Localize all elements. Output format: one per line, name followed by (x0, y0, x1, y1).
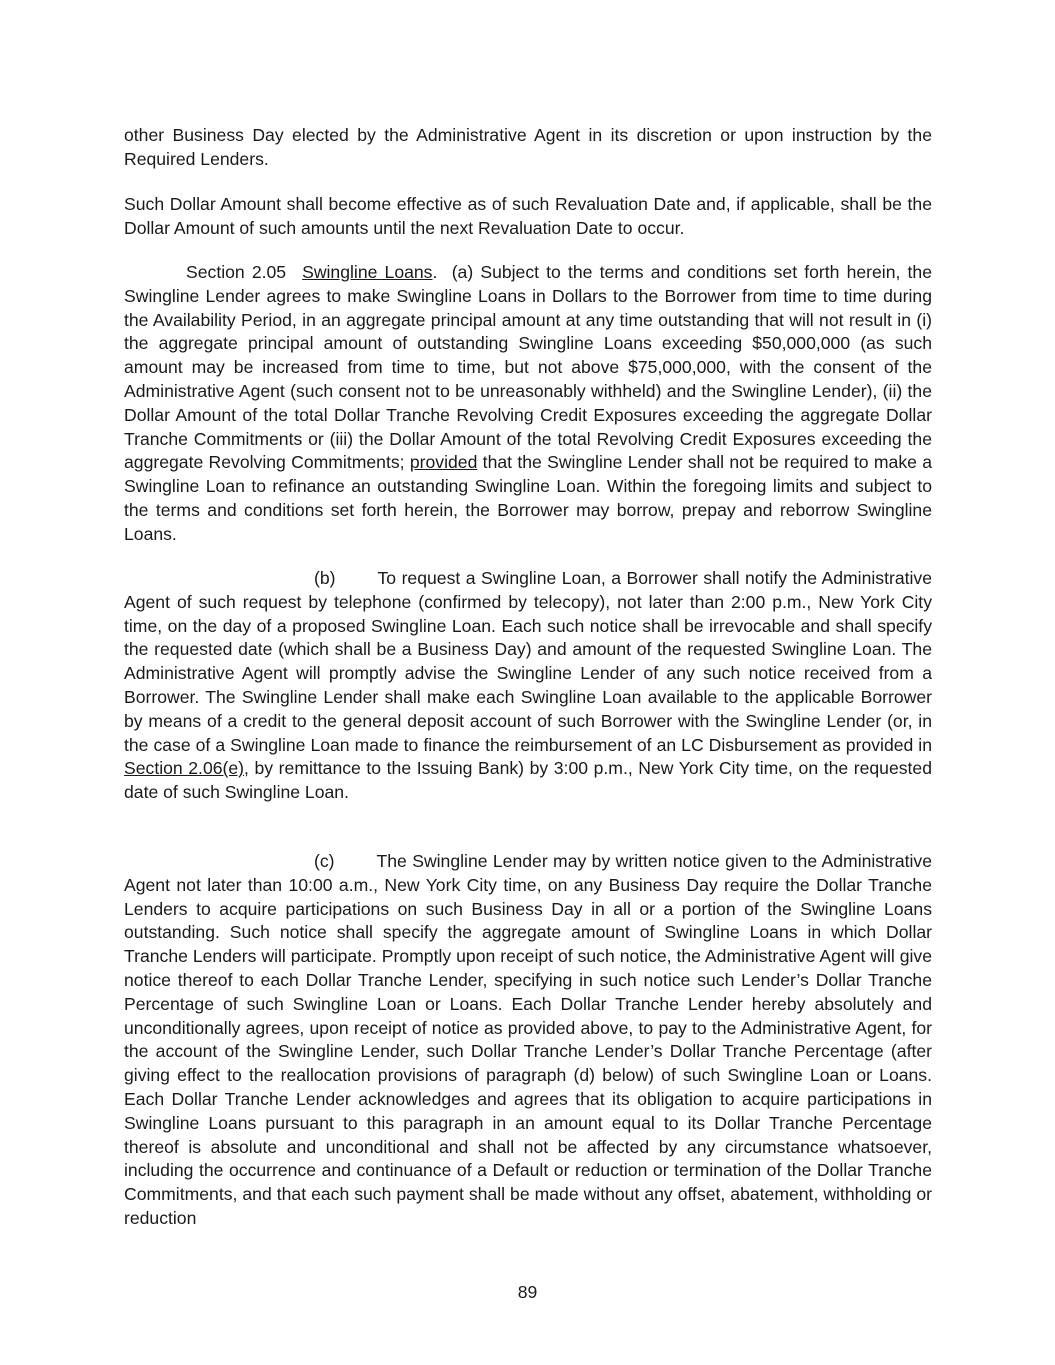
paragraph-a-rest: that the Swingline Lender shall not be required to make a Swingline Loan to refinance an outstanding Swingline Loan. Within the foregoing limits and subject to the terms and conditions set forth herein, the Borrower may borrow, prepay and reborrow Swingline Loans. (124, 452, 933, 544)
paragraph-b (124, 567, 932, 805)
paragraph-a-text: (a) Subject to the terms and conditions set forth herein, the Swingline Lender agrees to make Swingline Loans in Dollars to the Borrower from time to time during the Availability Period, in an aggregate principal amount at any time outstanding that will not result in (i) the aggregate principal amount of outstanding Swingline Loans exceeding $50,000,000 (as such amount may be increased from time to time, but not above $75,000,000, with the consent of the Administrative Agent (such consent not to be unreasonably withheld) and the Swingline Lender), (ii) the Dollar Amount of the total Dollar Tranche Revolving Credit Exposures exceeding the aggregate Dollar Tranche Commitments or (iii) the Dollar Amount of the total Revolving Credit Exposures exceeding the aggregate Revolving Commitments; (124, 262, 932, 473)
section-title: Swingline Loans (302, 262, 433, 282)
paragraph-c-label: (c) (314, 851, 335, 871)
dollar-amount-paragraph: Such Dollar Amount shall become effective as of such Revaluation Date and, if applicable, shall be the Dollar Amount of such amounts until the next Revaluation Date to occur. (124, 194, 932, 238)
paragraph-b-text: To request a Swingline Loan, a Borrower shall notify the Administrative Agent of such request by telephone (confirmed by telecopy), not later than 2:00 p.m., New York City time, on the day of a proposed Swingline Loan. Each such notice shall be irrevocable and shall specify the requested date (which shall be a Business Day) and amount of the requested Swingline Loan. The Administrative Agent will promptly advise the Swingline Lender of any such notice received from a Borrower. The Swingline Lender shall make each Swingline Loan available to the applicable Borrower by means of a credit to the general deposit account of such Borrower with the Swingline Lender (or, in the case of a Swingline Loan made to finance the reimbursement of an LC Disbursement as provided in (124, 568, 932, 755)
section-reference: Section 2.06(e) (124, 758, 245, 779)
page-number: 89 (517, 1282, 538, 1302)
provided-term: provided (409, 452, 478, 473)
section-title-period: . (432, 262, 438, 282)
section-2-05-paragraph-a (124, 261, 932, 547)
paragraph-c (124, 850, 932, 1231)
continuation-paragraph: other Business Day elected by the Administrative Agent in its discretion or upon instruction by the Required Lenders. (124, 125, 932, 169)
paragraph-b-text-rest: , by remittance to the Issuing Bank) by 3:00 p.m., New York City time, on the requested date of such Swingline Loan. (124, 758, 932, 803)
section-number: Section 2.05 (186, 262, 287, 282)
paragraph-b-label: (b) (314, 568, 336, 588)
paragraph-c-text: The Swingline Lender may by written notice given to the Administrative Agent not later than 10:00 a.m., New York City time, on any Business Day require the Dollar Tranche Lenders to acquire participations on such Business Day in all or a portion of the Swingline Loans outstanding. Such notice shall specify the aggregate amount of Swingline Loans in which Dollar Tranche Lenders will participate. Promptly upon receipt of such notice, the Administrative Agent will give notice thereof to each Dollar Tranche Lender, specifying in such notice such Lender’s Dollar Tranche Percentage of such Swingline Loan or Loans. Each Dollar Tranche Lender hereby absolutely and unconditionally agrees, upon receipt of notice as provided above, to pay to the Administrative Agent, for the account of the Swingline Lender, such Dollar Tranche Lender’s Dollar Tranche Percentage (after giving effect to the reallocation provisions of paragraph (d) below) of such Swingline Loan or Loans. Each Dollar Tranche Lender acknowledges and agrees that its obligation to acquire participations in Swingline Loans pursuant to this paragraph in an amount equal to its Dollar Tranche Percentage thereof is absolute and unconditional and shall not be affected by any circumstance whatsoever, including the occurrence and continuance of a Default or reduction or termination of the Dollar Tranche Commitments, and that each such payment shall be made without any offset, abatement, withholding or reduction (124, 851, 932, 1228)
